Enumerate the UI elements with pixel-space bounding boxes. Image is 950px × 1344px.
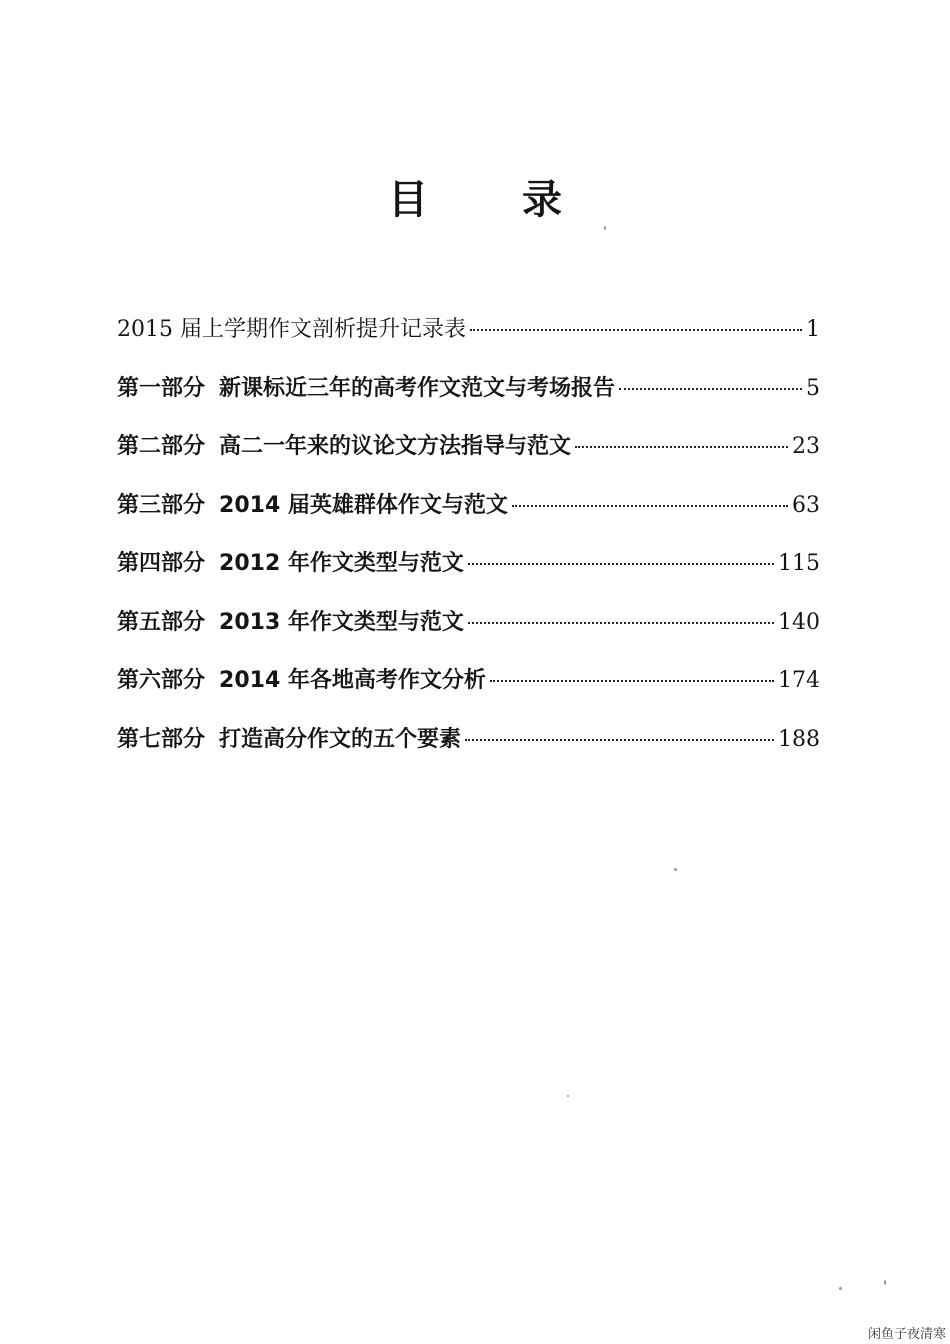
- scan-speck: [567, 1095, 569, 1097]
- toc-entry-text: 打造高分作文的五个要素: [219, 726, 462, 752]
- toc-entry: [117, 371, 820, 430]
- watermark-text: 闲鱼子夜清寒: [867, 1327, 946, 1342]
- scan-speck: [604, 226, 606, 230]
- toc-entry-text: 新课标近三年的高考作文范文与考场报告: [219, 375, 616, 401]
- toc-entry-text: 2015 届上学期作文剖析提升记录表: [117, 317, 466, 342]
- toc-entry-text: 高二一年来的议论文方法指导与范文: [219, 434, 572, 459]
- toc-entry: [117, 663, 820, 722]
- toc-entry: [117, 312, 820, 371]
- toc-entry-part: 第三部分: [117, 492, 206, 518]
- toc-entry-text: 2012 年作文类型与范文: [219, 551, 464, 576]
- toc-entry-page: 1: [806, 317, 820, 342]
- toc-entry-part: 第二部分: [117, 434, 206, 459]
- toc-leader-dots: [468, 622, 774, 624]
- toc-entry-page: 115: [778, 551, 820, 576]
- toc-entry-page: 23: [792, 434, 820, 459]
- toc-entry: [117, 722, 820, 781]
- toc-entry-page: 63: [792, 492, 820, 518]
- toc-entry-page: 5: [806, 375, 820, 401]
- toc-entry-page: 140: [778, 609, 820, 635]
- toc-leader-dots: [468, 563, 774, 565]
- toc-leader-dots: [470, 329, 802, 331]
- toc-entry-part: 第四部分: [117, 551, 206, 576]
- toc-entry: [117, 488, 820, 547]
- toc-entry-text: 2013 年作文类型与范文: [219, 609, 464, 635]
- table-of-contents: [117, 312, 820, 780]
- page-title: 目 录: [388, 177, 602, 223]
- toc-entry-part: 第五部分: [117, 609, 206, 635]
- toc-entry: [117, 429, 820, 488]
- toc-entry-part: 第六部分: [117, 668, 206, 693]
- toc-entry-part: 第一部分: [117, 375, 206, 401]
- toc-leader-dots: [619, 388, 802, 390]
- toc-entry: [117, 546, 820, 605]
- toc-entry-text: 2014 届英雄群体作文与范文: [219, 492, 508, 518]
- toc-entry-part: 第七部分: [117, 726, 206, 752]
- scan-speck: [674, 868, 677, 871]
- toc-leader-dots: [465, 739, 774, 741]
- toc-leader-dots: [575, 446, 788, 448]
- scan-speck: [884, 1280, 886, 1285]
- toc-entry-page: 188: [778, 726, 820, 752]
- toc-entry-text: 2014 年各地高考作文分析: [219, 668, 486, 693]
- toc-entry: [117, 605, 820, 664]
- toc-entry-page: 174: [778, 668, 820, 693]
- toc-leader-dots: [512, 505, 788, 507]
- toc-leader-dots: [490, 680, 774, 682]
- scan-speck: [839, 1287, 842, 1290]
